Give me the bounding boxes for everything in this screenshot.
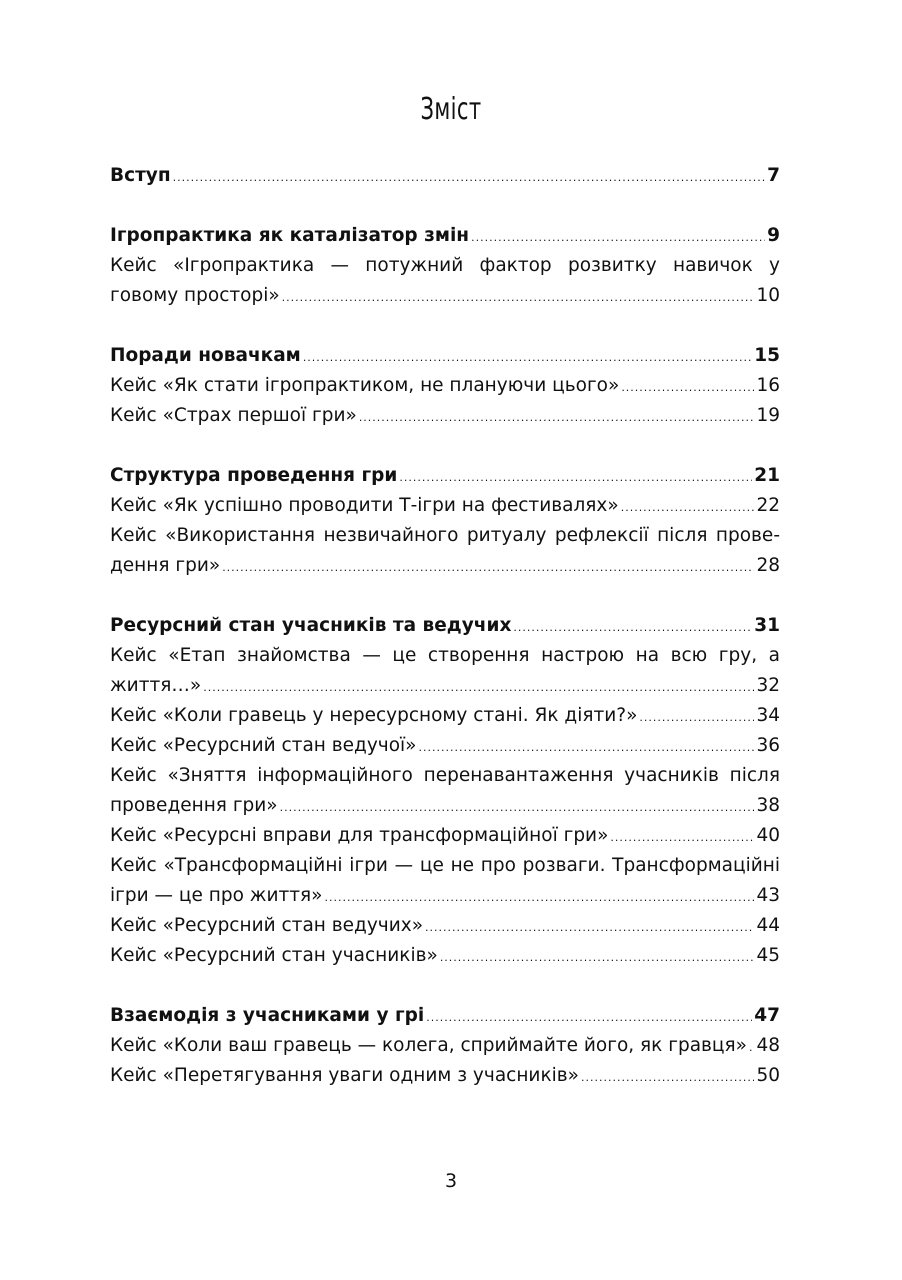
toc-entry-page: 22 — [756, 495, 780, 516]
toc-entry-final-line — [110, 161, 780, 191]
toc-entry-text-line: Кейс «Ігропрактика — потужний фактор розвитку навичок у — [110, 255, 780, 276]
toc-entry-final-line — [110, 281, 780, 311]
toc-entry-page: 21 — [754, 465, 780, 486]
toc-entry-page: 10 — [756, 285, 780, 306]
toc-entry-final-line — [110, 941, 780, 971]
dot-leader — [610, 823, 754, 853]
dot-leader — [440, 943, 755, 973]
toc-entry-page: 34 — [756, 705, 780, 726]
toc-entry-title: ігри — це про життя» — [110, 885, 323, 906]
toc-entry-final-line — [110, 1061, 780, 1091]
dot-leader — [426, 1003, 752, 1033]
toc-entry-final-line — [110, 1031, 780, 1061]
toc-entry-final-line — [110, 221, 780, 251]
dot-leader — [173, 163, 765, 193]
toc-entry-page: 44 — [756, 915, 780, 936]
toc-case-entry — [110, 401, 780, 431]
toc-entry-title: Кейс «Ресурсний стан ведучої» — [110, 735, 417, 756]
toc-entry-title: Кейс «Коли гравець у нересурсному стані. Як діяти?» — [110, 705, 638, 726]
toc-entry-text-line: Кейс «Трансформаційні ігри — це не про розваги. Трансформаційні — [110, 855, 780, 876]
toc-entry-title: життя…» — [110, 675, 202, 696]
dot-leader — [222, 553, 754, 583]
toc-entry-title: говому просторі» — [110, 285, 280, 306]
dot-leader — [399, 463, 752, 493]
dot-leader — [303, 343, 752, 373]
dot-leader — [639, 703, 754, 733]
toc-chapter-entry — [110, 1001, 780, 1031]
toc-entry-title: Кейс «Коли ваш гравець — колега, сприймайте його, як гравця» — [110, 1035, 747, 1056]
toc-entry-page: 40 — [756, 825, 780, 846]
dot-leader — [359, 403, 755, 433]
dot-leader — [621, 373, 754, 403]
toc-entry-final-line — [110, 821, 780, 851]
page-number: 3 — [444, 1170, 458, 1192]
dot-leader — [324, 883, 754, 913]
toc-entry-page: 31 — [754, 615, 780, 636]
toc-entry-final-line — [110, 911, 780, 941]
toc-case-entry — [110, 701, 780, 731]
toc-case-entry — [110, 491, 780, 521]
toc-entry-final-line — [110, 791, 780, 821]
toc-entry-page: 15 — [754, 345, 780, 366]
toc-entry-final-line — [110, 491, 780, 521]
toc-entry-title: дення гри» — [110, 555, 221, 576]
toc-entry-page: 50 — [756, 1065, 780, 1086]
dot-leader — [513, 613, 752, 643]
toc-entry-final-line — [110, 671, 780, 701]
toc-entry-title: Ресурсний стан учасників та ведучих — [110, 615, 512, 636]
page-title: Зміст — [420, 92, 482, 127]
toc-entry-title: Кейс «Страх першої гри» — [110, 405, 357, 426]
toc-entry-title: Взаємодія з учасниками у грі — [110, 1005, 425, 1026]
dot-leader — [203, 673, 754, 703]
toc-entry-title: Кейс «Ресурсні вправи для трансформаційної гри» — [110, 825, 609, 846]
toc-entry-title: Кейс «Ресурсний стан учасників» — [110, 945, 438, 966]
toc-entry-final-line — [110, 1001, 780, 1031]
toc-entry-final-line — [110, 611, 780, 641]
toc-chapter-entry — [110, 461, 780, 491]
toc-entry-final-line — [110, 341, 780, 371]
toc-entry-final-line — [110, 701, 780, 731]
toc-case-entry — [110, 371, 780, 401]
toc-case-entry — [110, 761, 780, 821]
toc-chapter-entry — [110, 221, 780, 251]
toc-entry-title: Кейс «Ресурсний стан ведучих» — [110, 915, 424, 936]
toc-case-entry — [110, 251, 780, 311]
dot-leader — [419, 733, 755, 763]
toc-entry-page: 43 — [756, 885, 780, 906]
dot-leader — [621, 493, 755, 523]
toc-entry-page: 28 — [756, 555, 780, 576]
toc-entry-final-line — [110, 881, 780, 911]
toc-entry-page: 7 — [767, 165, 780, 186]
toc-entry-page: 48 — [756, 1035, 780, 1056]
toc-case-entry — [110, 1061, 780, 1091]
toc-entry-page: 45 — [756, 945, 780, 966]
toc-entry-text-line: Кейс «Зняття інформаційного перенавантаження учасників після — [110, 765, 780, 786]
toc-entry-title: Поради новачкам — [110, 345, 301, 366]
toc-entry-final-line — [110, 371, 780, 401]
toc-entry-page: 32 — [756, 675, 780, 696]
toc-entry-title: Вступ — [110, 165, 171, 186]
toc-entry-text-line: Кейс «Використання незвичайного ритуалу рефлексії після прове- — [110, 525, 780, 546]
toc-entry-title: Кейс «Перетягування уваги одним з учасників» — [110, 1065, 579, 1086]
dot-leader — [749, 1033, 754, 1063]
toc-case-entry — [110, 851, 780, 911]
toc-entry-title: Ігропрактика як каталізатор змін — [110, 225, 470, 246]
toc-case-entry — [110, 941, 780, 971]
toc-entry-page: 36 — [756, 735, 780, 756]
dot-leader — [282, 283, 755, 313]
dot-leader — [280, 793, 755, 823]
dot-leader — [425, 913, 754, 943]
toc-chapter-entry — [110, 341, 780, 371]
toc-entry-text-line: Кейс «Етап знайомства — це створення настрою на всю гру, а — [110, 645, 780, 666]
toc-entry-title: проведення гри» — [110, 795, 278, 816]
toc-entry-page: 47 — [754, 1005, 780, 1026]
dot-leader — [471, 223, 765, 253]
toc-entry-page: 9 — [767, 225, 780, 246]
toc-entry-final-line — [110, 401, 780, 431]
toc-chapter-entry — [110, 611, 780, 641]
toc-entry-page: 16 — [756, 375, 780, 396]
toc-chapter-entry — [110, 161, 780, 191]
toc-case-entry — [110, 731, 780, 761]
toc-entry-page: 19 — [756, 405, 780, 426]
dot-leader — [581, 1063, 754, 1093]
toc-entry-title: Кейс «Як стати ігропрактиком, не плануючи цього» — [110, 375, 620, 396]
toc-case-entry — [110, 641, 780, 701]
toc-case-entry — [110, 911, 780, 941]
table-of-contents — [110, 161, 780, 1091]
toc-entry-final-line — [110, 461, 780, 491]
toc-case-entry — [110, 821, 780, 851]
toc-entry-page: 38 — [756, 795, 780, 816]
toc-entry-title: Структура проведення гри — [110, 465, 398, 486]
toc-entry-title: Кейс «Як успішно проводити Т-ігри на фестивалях» — [110, 495, 619, 516]
toc-entry-final-line — [110, 551, 780, 581]
toc-entry-final-line — [110, 731, 780, 761]
toc-case-entry — [110, 521, 780, 581]
toc-case-entry — [110, 1031, 780, 1061]
